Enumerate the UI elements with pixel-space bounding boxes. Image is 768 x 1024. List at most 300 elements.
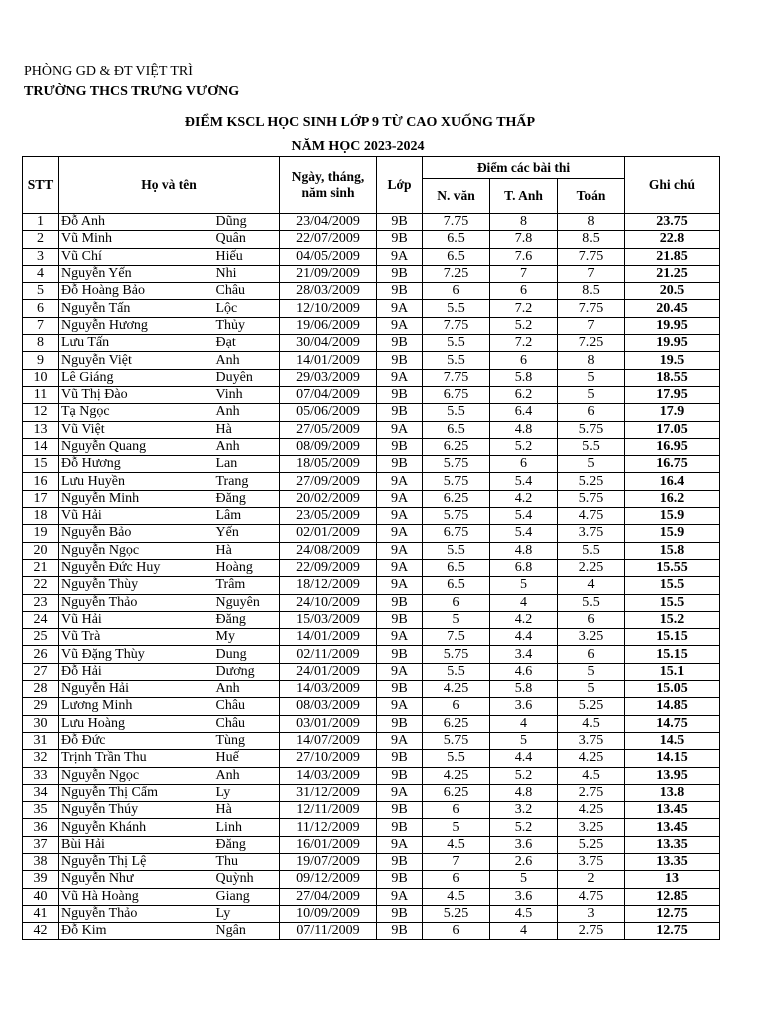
table-row [23,905,720,922]
table-row [23,681,720,698]
table-row [23,248,720,265]
cell-dob: 14/07/2009 [280,732,377,749]
header-class: Lớp [377,157,423,214]
cell-last-name: Nguyễn Hương [59,317,214,334]
cell-anh: 5.4 [490,525,558,542]
cell-total: 21.85 [625,248,720,265]
cell-anh: 7.8 [490,231,558,248]
cell-class: 9A [377,542,423,559]
cell-total: 17.05 [625,421,720,438]
cell-van: 4.5 [423,836,490,853]
cell-total: 17.95 [625,386,720,403]
cell-van: 4.5 [423,888,490,905]
cell-dob: 12/11/2009 [280,802,377,819]
cell-stt: 12 [23,404,59,421]
cell-van: 6 [423,802,490,819]
table-row [23,335,720,352]
cell-total: 13.35 [625,853,720,870]
cell-toan: 7 [558,317,625,334]
cell-last-name: Nguyễn Ngọc [59,767,214,784]
cell-toan: 3 [558,905,625,922]
cell-total: 15.8 [625,542,720,559]
cell-last-name: Lưu Huyền [59,473,214,490]
cell-stt: 28 [23,681,59,698]
cell-total: 12.85 [625,888,720,905]
cell-stt: 13 [23,421,59,438]
cell-class: 9B [377,386,423,403]
cell-van: 6 [423,871,490,888]
cell-first-name: Quân [214,231,280,248]
cell-stt: 16 [23,473,59,490]
table-row [23,438,720,455]
cell-toan: 6 [558,611,625,628]
table-row [23,577,720,594]
cell-first-name: Nguyên [214,594,280,611]
cell-first-name: Lan [214,456,280,473]
cell-dob: 31/12/2009 [280,784,377,801]
cell-toan: 5 [558,369,625,386]
cell-stt: 33 [23,767,59,784]
cell-class: 9B [377,335,423,352]
cell-class: 9A [377,525,423,542]
cell-last-name: Nguyễn Thúy [59,802,214,819]
cell-van: 6 [423,698,490,715]
cell-dob: 23/05/2009 [280,508,377,525]
cell-van: 6 [423,923,490,940]
cell-dob: 14/01/2009 [280,629,377,646]
cell-first-name: Trang [214,473,280,490]
cell-stt: 32 [23,750,59,767]
cell-stt: 4 [23,265,59,282]
cell-toan: 2.25 [558,559,625,576]
cell-first-name: Trâm [214,577,280,594]
cell-stt: 39 [23,871,59,888]
cell-toan: 4.5 [558,715,625,732]
cell-van: 6.5 [423,248,490,265]
cell-total: 14.85 [625,698,720,715]
cell-total: 15.5 [625,594,720,611]
cell-toan: 3.75 [558,732,625,749]
cell-stt: 19 [23,525,59,542]
cell-stt: 14 [23,438,59,455]
table-row [23,231,720,248]
cell-anh: 6 [490,352,558,369]
table-row [23,663,720,680]
table-row [23,490,720,507]
cell-first-name: Anh [214,438,280,455]
header-stt: STT [23,157,59,214]
cell-first-name: Huế [214,750,280,767]
cell-class: 9A [377,248,423,265]
cell-stt: 6 [23,300,59,317]
cell-last-name: Nguyễn Bảo [59,525,214,542]
department-name: PHÒNG GD & ĐT VIỆT TRÌ [24,64,193,79]
cell-last-name: Vũ Trà [59,629,214,646]
cell-first-name: Hà [214,421,280,438]
cell-stt: 35 [23,802,59,819]
cell-last-name: Lưu Tấn [59,335,214,352]
cell-first-name: Hà [214,542,280,559]
cell-dob: 19/07/2009 [280,853,377,870]
cell-dob: 18/12/2009 [280,577,377,594]
cell-toan: 4.75 [558,508,625,525]
cell-total: 16.95 [625,438,720,455]
cell-stt: 41 [23,905,59,922]
cell-anh: 7.2 [490,300,558,317]
header-dob: Ngày, tháng, năm sinh [280,157,377,214]
cell-class: 9A [377,784,423,801]
cell-stt: 9 [23,352,59,369]
table-row [23,646,720,663]
header-toan: Toán [558,179,625,214]
cell-total: 19.5 [625,352,720,369]
cell-toan: 3.75 [558,525,625,542]
cell-last-name: Nguyễn Minh [59,490,214,507]
table-row [23,352,720,369]
cell-toan: 5 [558,663,625,680]
cell-stt: 15 [23,456,59,473]
cell-class: 9B [377,646,423,663]
cell-dob: 09/12/2009 [280,871,377,888]
cell-last-name: Nguyễn Thị Cẩm [59,784,214,801]
cell-stt: 1 [23,214,59,231]
cell-stt: 23 [23,594,59,611]
cell-total: 14.15 [625,750,720,767]
cell-class: 9B [377,594,423,611]
score-table [22,156,720,940]
cell-van: 5.5 [423,663,490,680]
cell-dob: 23/04/2009 [280,214,377,231]
cell-total: 16.4 [625,473,720,490]
cell-stt: 2 [23,231,59,248]
cell-last-name: Đỗ Hoàng Bảo [59,283,214,300]
cell-class: 9B [377,283,423,300]
cell-anh: 4.6 [490,663,558,680]
cell-anh: 4.2 [490,490,558,507]
table-row [23,456,720,473]
cell-toan: 5.5 [558,542,625,559]
cell-last-name: Đỗ Hương [59,456,214,473]
cell-van: 4.25 [423,767,490,784]
cell-dob: 04/05/2009 [280,248,377,265]
table-row [23,542,720,559]
cell-last-name: Đỗ Đức [59,732,214,749]
cell-class: 9A [377,317,423,334]
cell-toan: 5.25 [558,473,625,490]
cell-toan: 5 [558,681,625,698]
cell-van: 5.5 [423,404,490,421]
cell-class: 9A [377,473,423,490]
cell-class: 9B [377,456,423,473]
cell-toan: 7.75 [558,248,625,265]
cell-stt: 18 [23,508,59,525]
cell-last-name: Nguyễn Ngọc [59,542,214,559]
cell-toan: 8 [558,352,625,369]
cell-last-name: Nguyễn Thị Lệ [59,853,214,870]
cell-last-name: Nguyễn Đức Huy [59,559,214,576]
cell-anh: 3.2 [490,802,558,819]
cell-toan: 7.75 [558,300,625,317]
table-row [23,871,720,888]
cell-last-name: Nguyễn Hải [59,681,214,698]
cell-first-name: Anh [214,767,280,784]
cell-first-name: Lộc [214,300,280,317]
cell-toan: 5.5 [558,438,625,455]
cell-dob: 18/05/2009 [280,456,377,473]
cell-total: 13.35 [625,836,720,853]
cell-total: 14.5 [625,732,720,749]
cell-toan: 3.25 [558,629,625,646]
cell-total: 15.9 [625,525,720,542]
table-row [23,508,720,525]
cell-van: 5.5 [423,352,490,369]
cell-first-name: Linh [214,819,280,836]
cell-last-name: Tạ Ngọc [59,404,214,421]
cell-van: 6.25 [423,438,490,455]
cell-last-name: Vũ Hải [59,611,214,628]
cell-total: 19.95 [625,317,720,334]
cell-first-name: Châu [214,283,280,300]
cell-dob: 12/10/2009 [280,300,377,317]
cell-total: 18.55 [625,369,720,386]
cell-anh: 5.2 [490,819,558,836]
cell-stt: 3 [23,248,59,265]
cell-last-name: Đỗ Kim [59,923,214,940]
cell-class: 9B [377,404,423,421]
cell-class: 9B [377,905,423,922]
cell-toan: 4.25 [558,750,625,767]
cell-dob: 24/10/2009 [280,594,377,611]
cell-van: 5.75 [423,646,490,663]
cell-van: 6.75 [423,525,490,542]
header-name: Họ và tên [59,157,280,214]
cell-class: 9A [377,663,423,680]
cell-stt: 8 [23,335,59,352]
cell-class: 9A [377,836,423,853]
table-row [23,732,720,749]
cell-toan: 5.25 [558,836,625,853]
cell-total: 12.75 [625,923,720,940]
cell-class: 9A [377,577,423,594]
cell-dob: 14/01/2009 [280,352,377,369]
cell-first-name: Hà [214,802,280,819]
table-row [23,629,720,646]
cell-anh: 5 [490,732,558,749]
cell-dob: 22/07/2009 [280,231,377,248]
cell-class: 9A [377,369,423,386]
cell-class: 9A [377,490,423,507]
cell-class: 9B [377,214,423,231]
cell-total: 15.5 [625,577,720,594]
cell-toan: 3.75 [558,853,625,870]
cell-stt: 37 [23,836,59,853]
cell-last-name: Nguyễn Thảo [59,594,214,611]
cell-first-name: Đăng [214,836,280,853]
cell-last-name: Trịnh Trần Thu [59,750,214,767]
cell-class: 9B [377,611,423,628]
cell-first-name: Anh [214,352,280,369]
cell-toan: 3.25 [558,819,625,836]
cell-first-name: Anh [214,404,280,421]
cell-class: 9B [377,802,423,819]
cell-class: 9B [377,923,423,940]
cell-stt: 30 [23,715,59,732]
cell-first-name: Dũng [214,214,280,231]
cell-class: 9B [377,853,423,870]
cell-stt: 29 [23,698,59,715]
table-row [23,300,720,317]
header-anh: T. Anh [490,179,558,214]
cell-last-name: Lương Minh [59,698,214,715]
table-row [23,802,720,819]
cell-last-name: Nguyễn Thảo [59,905,214,922]
cell-last-name: Vũ Hải [59,508,214,525]
cell-dob: 08/09/2009 [280,438,377,455]
cell-van: 7.25 [423,265,490,282]
cell-toan: 2.75 [558,923,625,940]
cell-class: 9A [377,698,423,715]
table-row [23,559,720,576]
cell-total: 22.8 [625,231,720,248]
cell-first-name: Tùng [214,732,280,749]
table-row [23,404,720,421]
cell-anh: 5.8 [490,681,558,698]
cell-van: 6.25 [423,784,490,801]
cell-van: 5 [423,819,490,836]
cell-last-name: Nguyễn Yến [59,265,214,282]
cell-class: 9B [377,750,423,767]
cell-toan: 6 [558,646,625,663]
cell-class: 9B [377,819,423,836]
table-row [23,283,720,300]
cell-first-name: Hiếu [214,248,280,265]
cell-first-name: Châu [214,698,280,715]
header-note: Ghi chú [625,157,720,214]
table-row [23,317,720,334]
cell-last-name: Vũ Hà Hoàng [59,888,214,905]
cell-dob: 11/12/2009 [280,819,377,836]
cell-dob: 14/03/2009 [280,767,377,784]
cell-first-name: Duyên [214,369,280,386]
cell-toan: 5 [558,386,625,403]
cell-toan: 4 [558,577,625,594]
cell-dob: 08/03/2009 [280,698,377,715]
cell-class: 9A [377,559,423,576]
table-row [23,923,720,940]
cell-first-name: Đăng [214,611,280,628]
cell-stt: 25 [23,629,59,646]
cell-last-name: Đỗ Hải [59,663,214,680]
cell-last-name: Nguyễn Quang [59,438,214,455]
table-body [23,214,720,940]
table-row [23,819,720,836]
cell-stt: 10 [23,369,59,386]
table-row [23,473,720,490]
cell-total: 17.9 [625,404,720,421]
cell-dob: 14/03/2009 [280,681,377,698]
cell-anh: 6.2 [490,386,558,403]
cell-dob: 05/06/2009 [280,404,377,421]
cell-stt: 21 [23,559,59,576]
cell-class: 9B [377,715,423,732]
cell-van: 6 [423,594,490,611]
cell-first-name: Hoàng [214,559,280,576]
cell-stt: 31 [23,732,59,749]
cell-dob: 27/09/2009 [280,473,377,490]
cell-first-name: Vinh [214,386,280,403]
cell-anh: 6.8 [490,559,558,576]
cell-stt: 24 [23,611,59,628]
cell-toan: 2.75 [558,784,625,801]
table-row [23,214,720,231]
cell-dob: 07/04/2009 [280,386,377,403]
cell-dob: 15/03/2009 [280,611,377,628]
cell-stt: 34 [23,784,59,801]
cell-dob: 28/03/2009 [280,283,377,300]
cell-total: 13.45 [625,819,720,836]
cell-stt: 38 [23,853,59,870]
cell-first-name: Lâm [214,508,280,525]
table-row [23,421,720,438]
cell-anh: 2.6 [490,853,558,870]
cell-van: 5.75 [423,456,490,473]
cell-total: 15.05 [625,681,720,698]
cell-class: 9B [377,767,423,784]
cell-first-name: Đạt [214,335,280,352]
cell-van: 5.75 [423,732,490,749]
cell-stt: 40 [23,888,59,905]
cell-first-name: Dung [214,646,280,663]
cell-first-name: Ly [214,784,280,801]
cell-anh: 5 [490,577,558,594]
cell-stt: 11 [23,386,59,403]
cell-toan: 7.25 [558,335,625,352]
cell-last-name: Nguyễn Khánh [59,819,214,836]
cell-total: 15.15 [625,646,720,663]
cell-total: 16.2 [625,490,720,507]
table-row [23,853,720,870]
cell-toan: 4.5 [558,767,625,784]
cell-class: 9B [377,231,423,248]
cell-class: 9A [377,888,423,905]
cell-dob: 21/09/2009 [280,265,377,282]
table-row [23,715,720,732]
cell-class: 9B [377,265,423,282]
table-row [23,767,720,784]
cell-anh: 5.4 [490,508,558,525]
cell-stt: 5 [23,283,59,300]
cell-first-name: Thu [214,853,280,870]
header-van: N. văn [423,179,490,214]
cell-van: 6.5 [423,577,490,594]
cell-anh: 4.8 [490,784,558,801]
cell-anh: 3.6 [490,836,558,853]
cell-last-name: Vũ Minh [59,231,214,248]
cell-stt: 36 [23,819,59,836]
table-row [23,888,720,905]
cell-van: 4.25 [423,681,490,698]
cell-anh: 7.2 [490,335,558,352]
cell-total: 13.8 [625,784,720,801]
cell-last-name: Bùi Hải [59,836,214,853]
cell-van: 5.5 [423,335,490,352]
cell-dob: 29/03/2009 [280,369,377,386]
cell-last-name: Đỗ Anh [59,214,214,231]
cell-anh: 4 [490,594,558,611]
cell-anh: 4.4 [490,750,558,767]
table-row [23,386,720,403]
cell-dob: 02/11/2009 [280,646,377,663]
